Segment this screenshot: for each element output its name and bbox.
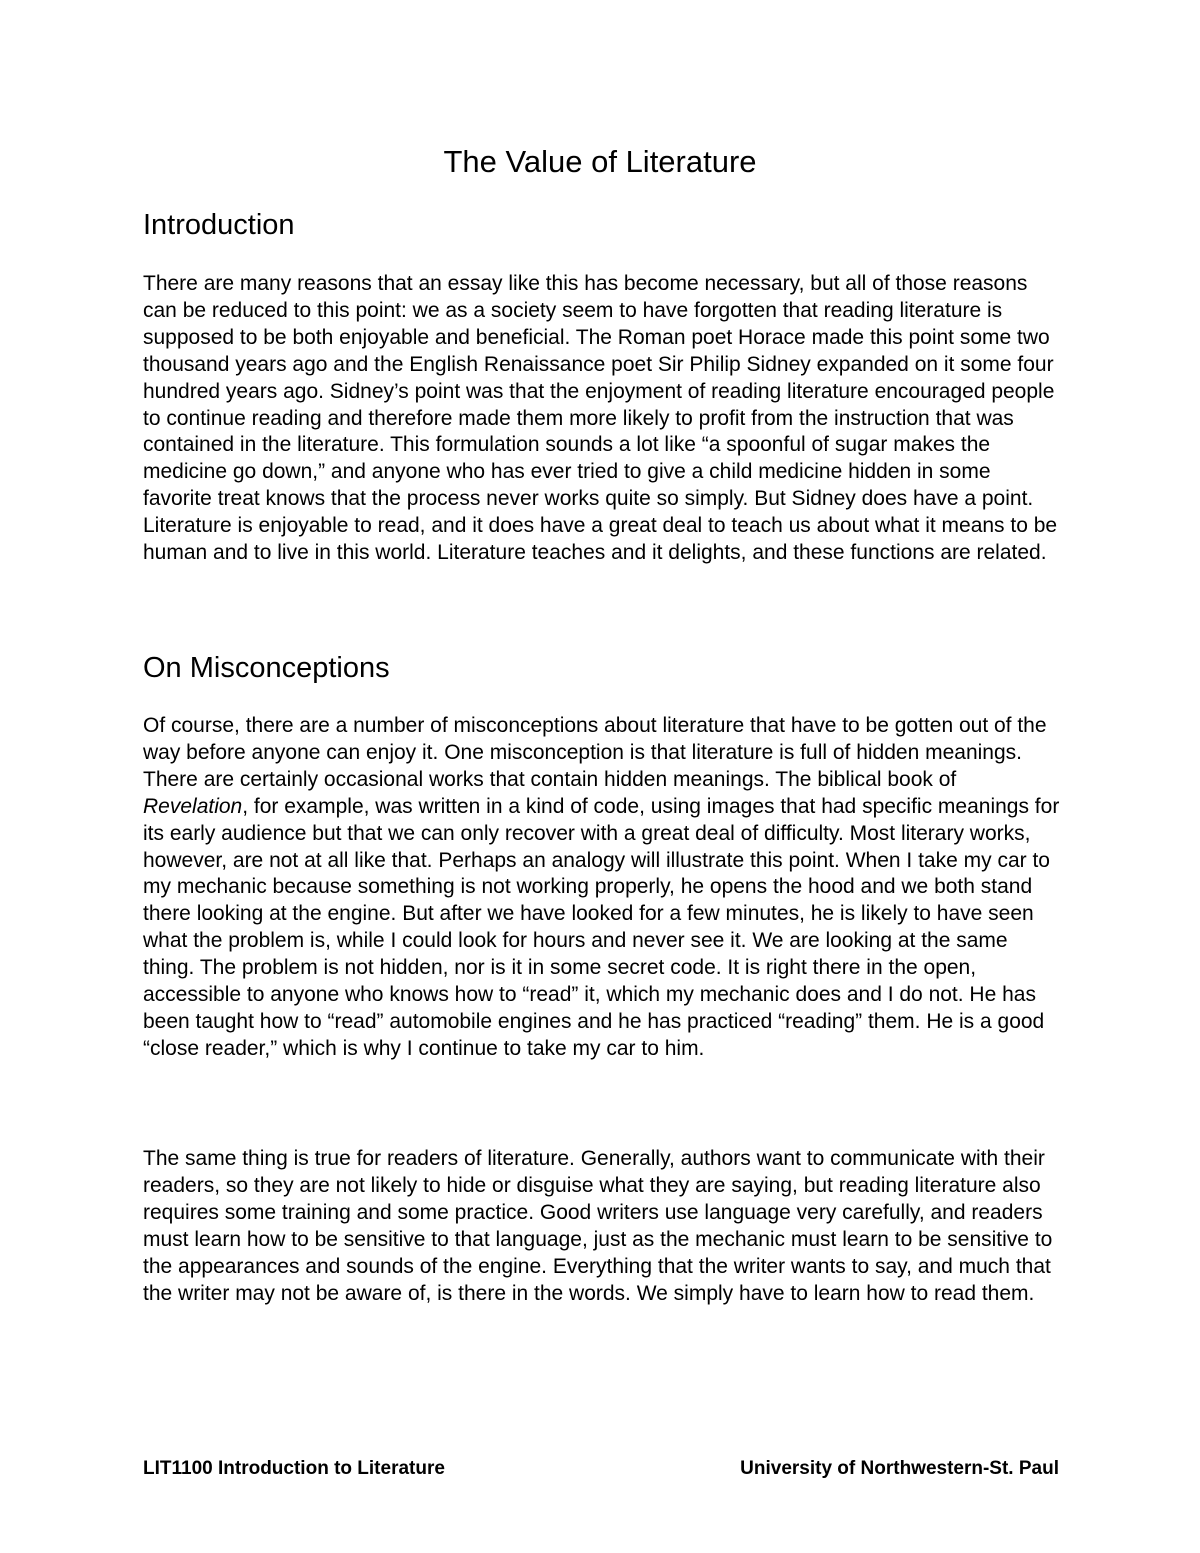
paragraph-text-after: , for example, was written in a kind of code, using images that had specific meanings for its early audience but that we can only recover with a great deal of difficulty. Most literary works, however, are not at all like that. Perhaps an analogy will illustrate this point. When I take my car to my mechanic because something is not working properly, he opens the hood and we both stand there looking at the engine. But after we have looked for a few minutes, he is likely to have seen what the problem is, while I could look for hours and never see it. We are looking at the same thing. The problem is not hidden, nor is it in some secret code. It is right there in the open, accessible to anyone who knows how to “read” it, which my mechanic does and I do not. He has been taught how to “read” automobile engines and he has practiced “reading” them. He is a good “close reader,” which is why I continue to take my car to him. bbox=[143, 794, 1060, 1060]
section-heading-misconceptions: On Misconceptions bbox=[143, 652, 390, 684]
paragraph-text-before: Of course, there are a number of misconceptions about literature that have to be gotten out of the way before anyone can enjoy it. One misconception is that literature is full of hidden meanings. There are certainly occasional works that contain hidden meanings. The biblical book of bbox=[143, 714, 1047, 791]
footer-course-name: LIT1100 Introduction to Literature bbox=[143, 1458, 445, 1479]
section-heading-introduction: Introduction bbox=[143, 209, 295, 241]
misconceptions-paragraph-1 bbox=[143, 713, 1063, 1063]
introduction-paragraph: There are many reasons that an essay like this has become necessary, but all of those reasons can be reduced to this point: we as a society seem to have forgotten that reading literature is supposed to be both enjoyable and beneficial. The Roman poet Horace made this point some two thousand years ago and the English Renaissance poet Sir Philip Sidney expanded on it some four hundred years ago. Sidney’s point was that the enjoyment of reading literature encouraged people to continue reading and therefore made them more likely to profit from the instruction that was contained in the literature. This formulation sounds a lot like “a spoonful of sugar makes the medicine go down,” and anyone who has ever tried to give a child medicine hidden in some favorite treat knows that the process never works quite so simply. But Sidney does have a point. Literature is enjoyable to read, and it does have a great deal to teach us about what it means to be human and to live in this world. Literature teaches and it delights, and these functions are related. bbox=[143, 272, 1058, 565]
misconceptions-paragraph-2: The same thing is true for readers of literature. Generally, authors want to communicate with their readers, so they are not likely to hide or disguise what they are saying, but reading literature also requires some training and some practice. Good writers use language very carefully, and readers must learn how to be sensitive to that language, just as the mechanic must learn to be sensitive to the appearances and sounds of the engine. Everything that the writer wants to say, and much that the writer may not be aware of, is there in the words. We simply have to learn how to read them. bbox=[143, 1147, 1053, 1305]
footer-university-name: University of Northwestern-St. Paul bbox=[740, 1458, 1059, 1479]
document-title: The Value of Literature bbox=[443, 144, 757, 179]
revelation-italic: Revelation bbox=[143, 794, 243, 818]
